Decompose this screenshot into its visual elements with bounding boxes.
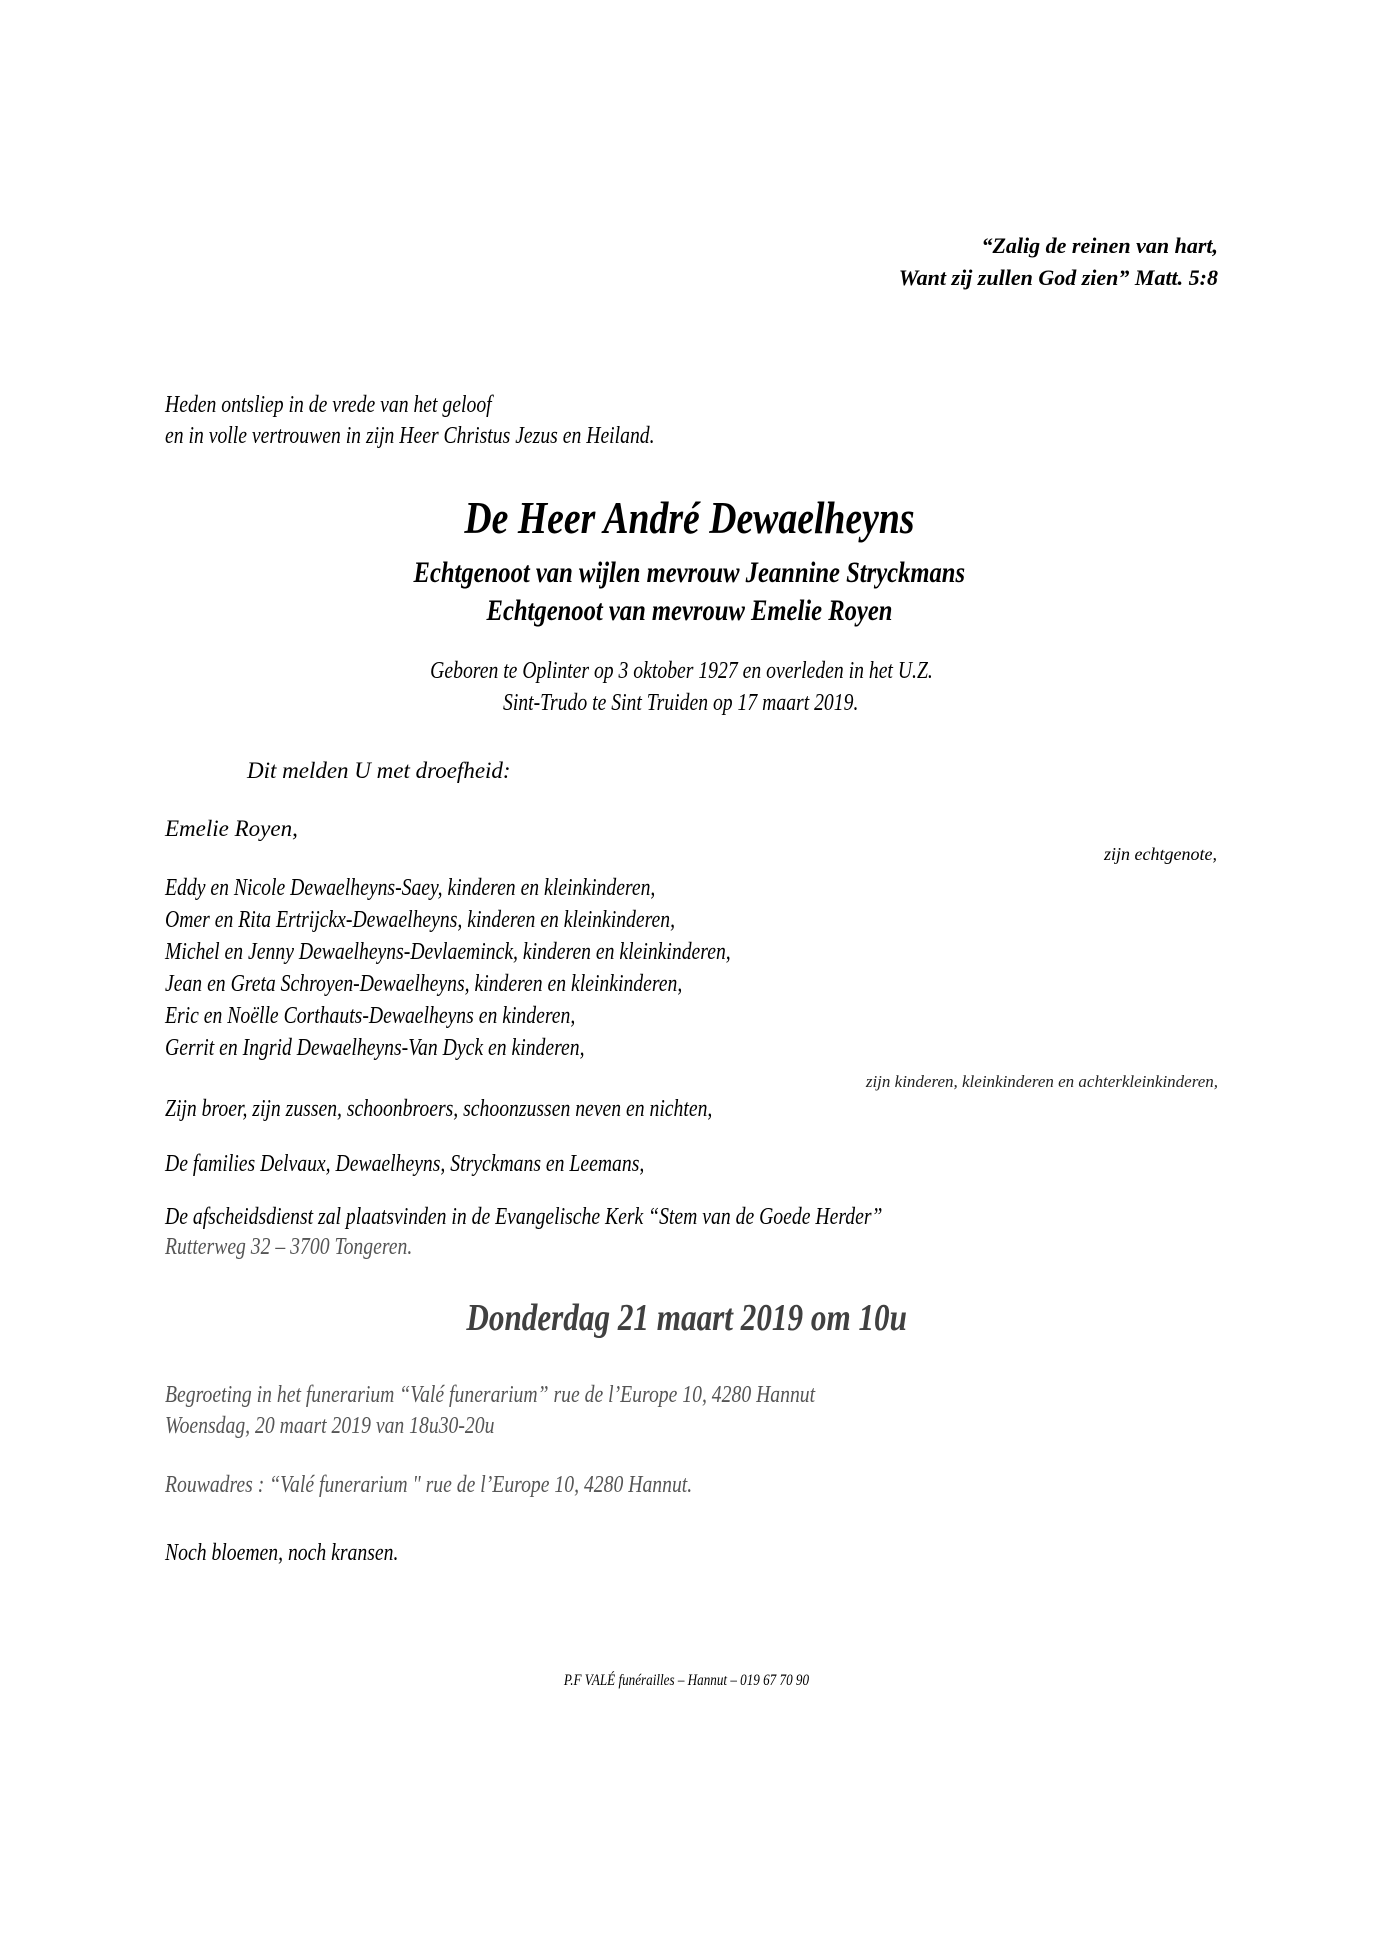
siblings-line: Zijn broer, zijn zussen, schoonbroers, schoonzussen neven en nichten, bbox=[165, 1096, 713, 1122]
siblings-line-block bbox=[165, 1093, 833, 1125]
no-flowers-block bbox=[165, 1538, 450, 1569]
intro-line-2: en in volle vertrouwen in zijn Heer Christus Jezus en Heiland. bbox=[165, 423, 655, 449]
children-relation: zijn kinderen, kleinkinderen en achterkleinkinderen, bbox=[865, 1072, 1218, 1091]
child-line: Eric en Noëlle Corthauts-Dewaelheyns en kinderen, bbox=[165, 1003, 576, 1029]
service-line: De afscheidsdienst zal plaatsvinden in de Evangelische Kerk “Stem van de Goede Herder” bbox=[165, 1204, 883, 1230]
greeting-block bbox=[165, 1380, 958, 1442]
child-line: Eddy en Nicole Dewaelheyns-Saey, kinderen en kleinkinderen, bbox=[165, 875, 656, 901]
service-date: Donderdag 21 maart 2019 om 10u bbox=[466, 1297, 908, 1339]
greeting-line-2: Woensdag, 20 maart 2019 van 18u30-20u bbox=[165, 1413, 495, 1439]
families-line-block bbox=[165, 1148, 750, 1180]
spouses-block bbox=[0, 554, 1378, 630]
child-line: Jean en Greta Schroyen-Dewaelheyns, kinderen en kleinkinderen, bbox=[165, 971, 683, 997]
footer-block bbox=[0, 1670, 1375, 1692]
mourning-address-block bbox=[165, 1470, 808, 1501]
spouse-name: Emelie Royen, bbox=[165, 816, 298, 841]
service-block bbox=[165, 1202, 1040, 1262]
child-line: Michel en Jenny Dewaelheyns-Devlaeminck, kinderen en kleinkinderen, bbox=[165, 939, 731, 965]
announcement: Dit melden U met droefheid: bbox=[247, 758, 511, 783]
children-list bbox=[165, 872, 855, 1064]
child-line: Omer en Rita Ertrijckx-Dewaelheyns, kinderen en kleinkinderen, bbox=[165, 907, 676, 933]
birth-death-line-2: Sint-Trudo te Sint Truiden op 17 maart 2019. bbox=[503, 690, 859, 716]
child-line: Gerrit en Ingrid Dewaelheyns-Van Dyck en kinderen, bbox=[165, 1035, 585, 1061]
service-date-block bbox=[0, 1294, 1376, 1342]
families-line: De families Delvaux, Dewaelheyns, Stryckmans en Leemans, bbox=[165, 1151, 645, 1177]
verse-line-1: “Zalig de reinen van hart, bbox=[981, 233, 1218, 258]
bible-verse bbox=[899, 230, 1218, 294]
verse-line-2: Want zij zullen God zien” Matt. 5:8 bbox=[898, 265, 1218, 290]
footer-text: P.F VALÉ funérailles – Hannut – 019 67 70 90 bbox=[563, 1672, 809, 1689]
birth-death-line-1: Geboren te Oplinter op 3 oktober 1927 en overleden in het U.Z. bbox=[429, 658, 933, 684]
intro-line-1: Heden ontsliep in de vrede van het geloof bbox=[165, 392, 492, 418]
spouse-relation: zijn echtgenote, bbox=[1104, 844, 1217, 864]
deceased-name-block bbox=[0, 490, 1378, 546]
deceased-name: De Heer André Dewaelheyns bbox=[463, 492, 915, 543]
no-flowers: Noch bloemen, noch kransen. bbox=[165, 1540, 399, 1566]
birth-death-block bbox=[0, 655, 1370, 719]
mourning-address: Rouwadres : “Valé funerarium " rue de l’Europe 10, 4280 Hannut. bbox=[165, 1472, 693, 1498]
greeting-line-1: Begroeting in het funerarium “Valé funerarium” rue de l’Europe 10, 4280 Hannut bbox=[165, 1382, 816, 1408]
service-address: Rutterweg 32 – 3700 Tongeren. bbox=[165, 1234, 413, 1260]
intro-text bbox=[165, 390, 762, 452]
spouse-2-line: Echtgenoot van mevrouw Emelie Royen bbox=[486, 594, 892, 627]
spouse-1-line: Echtgenoot van wijlen mevrouw Jeannine Stryckmans bbox=[413, 556, 965, 589]
